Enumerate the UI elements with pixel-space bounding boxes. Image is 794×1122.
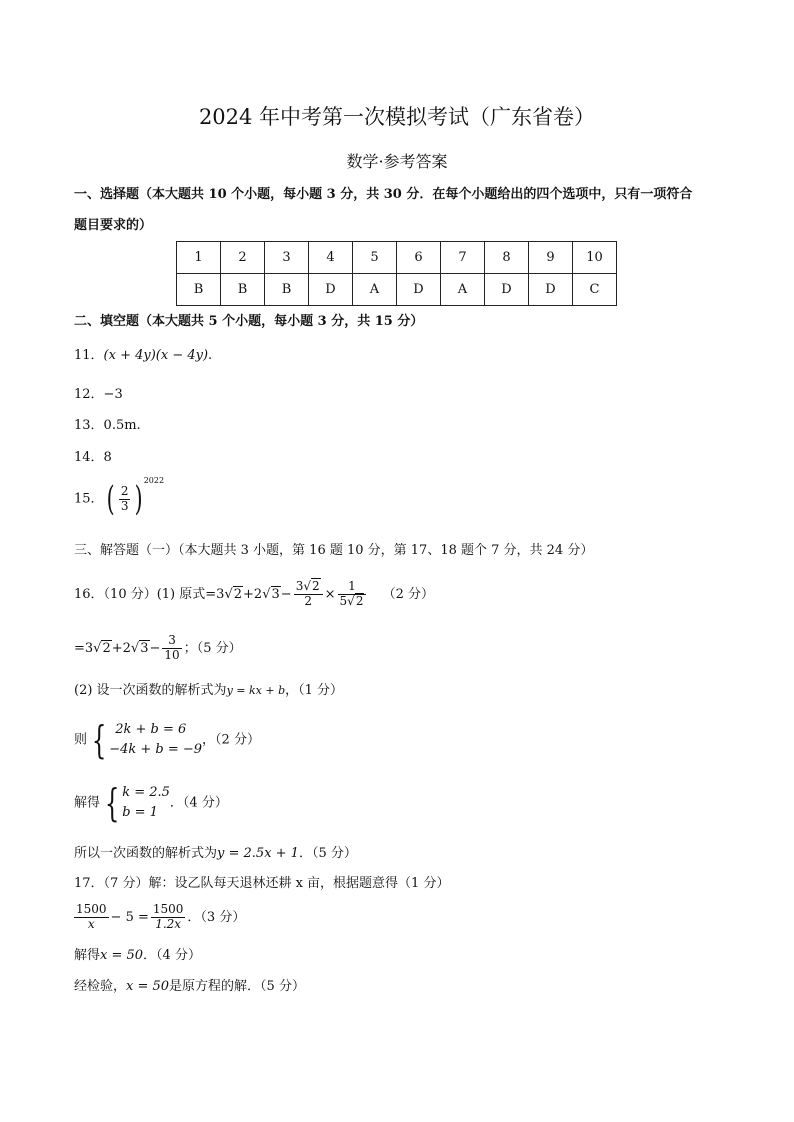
table-cell: D <box>309 274 353 306</box>
q16-system2-eq2: b = 1 <box>122 805 158 821</box>
section3-heading: 三、解答题（一）（本大题共 3 小题，第 16 题 10 分，第 17、18 题个 7 分，共 24 分） <box>74 543 594 558</box>
q17-line1: 17．（7 分）解：设乙队每天退林还耕 x 亩，根据题意得（1 分） <box>74 876 450 891</box>
table-cell: B <box>265 274 309 306</box>
table-cell: 4 <box>309 242 353 274</box>
answer-table <box>176 241 617 306</box>
q16-expr1: =3√2+2√3− $\frac{3√2}{2}$ × $\frac{1}{5√2}$ <box>205 587 368 602</box>
q16-solve: 解得 <box>74 795 101 811</box>
q15-fraction-den: 3 <box>120 498 129 513</box>
q16-brace2: { <box>104 781 120 826</box>
table-cell: 1 <box>177 242 221 274</box>
table-cell: A <box>441 274 485 306</box>
q11-expression: (x + 4y)(x − 4y) <box>103 348 209 363</box>
table-cell: 2 <box>221 242 265 274</box>
q14-answer <box>74 450 112 466</box>
q17-check-suffix: 是原方程的解．（5 分） <box>169 979 305 994</box>
q13-answer <box>74 418 141 434</box>
q16-part2-score: ，（1 分） <box>285 683 344 698</box>
table-cell: 6 <box>397 242 441 274</box>
q16-score4: ，（2 分） <box>202 732 260 748</box>
q16-line4 <box>74 718 260 763</box>
table-cell: 8 <box>485 242 529 274</box>
q14-value: 8 <box>103 450 112 465</box>
table-cell: C <box>573 274 617 306</box>
q17-frac2-den: 1.2x <box>155 916 182 931</box>
q15-fraction <box>119 485 131 514</box>
q16-system1-eq2: −4k + b = −9 <box>109 742 203 758</box>
table-cell: B <box>221 274 265 306</box>
q16-part1: (1) 原式 <box>156 586 206 602</box>
q16-line5 <box>74 781 228 826</box>
q16-system2-eq1: k = 2.5 <box>122 785 170 800</box>
q17-frac1 <box>74 903 109 932</box>
q15-number: 15． <box>74 491 104 507</box>
q16-line1 <box>74 580 434 609</box>
table-cell: 7 <box>441 242 485 274</box>
q15-paren-right: ) <box>135 479 144 519</box>
q17-frac1-num: 1500 <box>76 902 107 916</box>
q13-number: 13． <box>74 418 104 433</box>
q17-sol-score: ．（4 分） <box>143 948 201 963</box>
q17-frac2-num: 1500 <box>152 902 184 916</box>
q11-number: 11． <box>74 348 104 363</box>
q15-fraction-num: 2 <box>120 483 129 498</box>
table-cell: B <box>177 274 221 306</box>
q12-number: 12． <box>74 387 104 402</box>
q16-system1-eq1: 2k + b = 6 <box>115 722 187 737</box>
q16-then: 则 <box>74 732 88 748</box>
q17-frac2 <box>151 903 186 932</box>
q17-sol-prefix: 解得 <box>74 948 101 963</box>
q11-answer <box>74 348 212 364</box>
q16-conclusion: 所以一次函数的解析式为 <box>74 846 218 861</box>
q13-value: 0.5m. <box>103 418 141 433</box>
q17-check-prefix: 经检验， <box>74 979 127 994</box>
q11-tail: . <box>208 348 213 363</box>
q16-score6: ．（5 分） <box>298 846 357 861</box>
q16-line6 <box>74 846 357 862</box>
table-cell: D <box>397 274 441 306</box>
table-cell: 10 <box>573 242 617 274</box>
q15-exponent: 2022 <box>143 476 165 486</box>
q12-answer <box>74 387 123 403</box>
q12-value: −3 <box>103 387 123 402</box>
page-subtitle: 数学·参考答案 <box>346 152 448 171</box>
q16-prefix: 16．（10 分） <box>74 586 157 602</box>
table-cell: 3 <box>265 242 309 274</box>
table-cell: A <box>353 274 397 306</box>
q16-line2 <box>74 634 242 663</box>
q16-part2-text: (2) 设一次函数的解析式为 <box>74 683 227 698</box>
table-cell: D <box>485 274 529 306</box>
q17-equation <box>74 903 245 932</box>
section1-heading-line2: 题目要求的） <box>74 218 153 233</box>
section2-heading: 二、填空题（本大题共 5 个小题，每小题 3 分，共 15 分） <box>74 314 424 329</box>
q15-answer <box>74 476 165 519</box>
q15-paren-left: ( <box>106 479 115 519</box>
table-row-answers <box>177 274 617 306</box>
q17-sol-expr: x = 50 <box>100 948 144 963</box>
q16-score5: ．（4 分） <box>169 795 228 811</box>
q17-eq-mid: − 5 = <box>110 909 149 925</box>
table-cell: D <box>529 274 573 306</box>
q16-line3 <box>74 683 343 699</box>
q16-system1 <box>109 720 202 760</box>
q16-score2: ；（5 分） <box>183 640 242 656</box>
q16-system2 <box>122 783 170 823</box>
q16-score1: （2 分） <box>382 586 435 602</box>
q16-part2-expr: y = kx + b <box>226 684 286 697</box>
q17-eq-score: ．（3 分） <box>187 909 246 925</box>
page-title: 2024 年中考第一次模拟考试（广东省卷） <box>198 105 596 129</box>
q17-solution <box>74 948 201 964</box>
q16-expr2: =3√2+2√3− $\frac{3}{10}$ <box>74 633 180 662</box>
q16-brace1: { <box>91 718 107 763</box>
q16-conclusion-expr: y = 2.5x + 1 <box>217 846 299 861</box>
section1-heading-line1: 一、选择题（本大题共 10 个小题，每小题 3 分，共 30 分．在每个小题给出的四个选项中，只有一项符合 <box>74 187 693 202</box>
table-row-numbers <box>177 242 617 274</box>
table-cell: 5 <box>353 242 397 274</box>
q14-number: 14． <box>74 450 104 465</box>
q17-check <box>74 979 305 995</box>
q17-check-expr: x = 50 <box>126 979 170 994</box>
table-cell: 9 <box>529 242 573 274</box>
q17-frac1-den: x <box>87 916 95 931</box>
